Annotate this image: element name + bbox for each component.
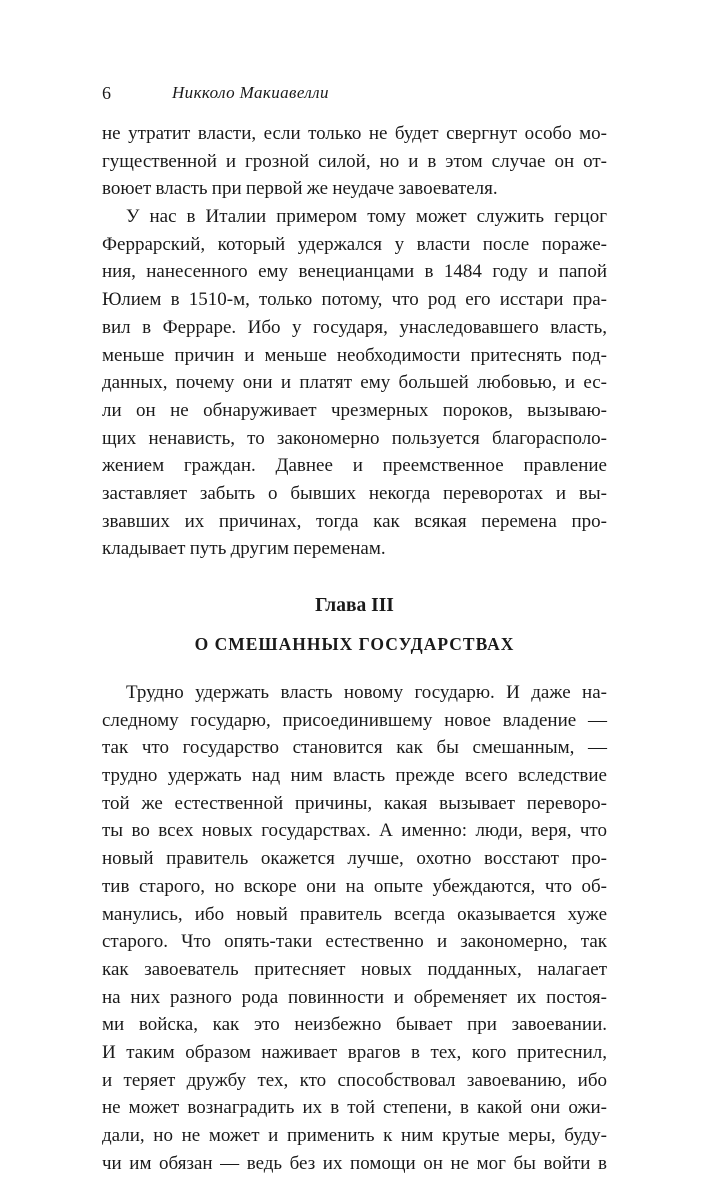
text-line: той же естественной причины, какая вызывает переворо- — [102, 792, 607, 814]
text-line: щих ненависть, то закономерно пользуется благорасполо- — [102, 427, 607, 449]
text-line: жением граждан. Давнее и преемственное правление — [102, 455, 607, 477]
chapter-label: Глава III — [315, 595, 394, 616]
text-line: меньше причин и меньше необходимости притеснять под- — [102, 344, 607, 366]
text-line: гущественной и грозной силой, но и в этом случае он от- — [102, 150, 607, 172]
text-line: новый правитель окажется лучше, охотно восстают про- — [102, 848, 607, 870]
text-line: вил в Ферраре. Ибо у государя, унаследовавшего власть, — [102, 316, 607, 338]
text-line: трудно удержать над ним власть прежде всего вследствие — [102, 765, 607, 787]
text-line: заставляет забыть о бывших некогда переворотах и вы- — [102, 482, 607, 504]
paragraph-ferrara — [102, 203, 607, 563]
page-number: 6 — [102, 83, 111, 103]
text-line: старого. Что опять-таки естественно и закономерно, так — [102, 931, 607, 953]
text-line: ты во всех новых государствах. А именно: люди, веря, что — [102, 820, 607, 842]
text-line: Трудно удержать власть новому государю. И даже на- — [126, 682, 607, 703]
paragraph-continuation — [102, 120, 607, 203]
text-line: не утратит власти, если только не будет свергнут особо мо- — [102, 123, 607, 144]
text-line: чи им обязан — ведь без их помощи он не мог бы войти в — [102, 1152, 607, 1174]
running-head — [102, 78, 607, 108]
text-line: Юлием в 1510-м, только потому, что род его исстари пра- — [102, 289, 607, 311]
running-title: Никколо Макиавелли — [172, 83, 329, 102]
text-line: ния, нанесенного ему венецианцами в 1484 году и папой — [102, 261, 607, 283]
text-line: и теряет дружбу тех, кто способствовал завоеванию, ибо — [102, 1069, 607, 1091]
text-line: манулись, ибо новый правитель всегда оказывается хуже — [102, 903, 607, 925]
text-line: так что государство становится как бы смешанным, — — [102, 737, 607, 759]
text-line: на них разного рода повинности и обременяет их постоя- — [102, 986, 607, 1008]
text-line: следному государю, присоединившему новое владение — — [102, 709, 607, 731]
paragraph-chapter-opening — [102, 679, 607, 1177]
text-line: как завоеватель притесняет новых подданных, налагает — [102, 958, 607, 980]
text-line: тив старого, но вскоре они на опыте убеждаются, что об- — [102, 875, 607, 897]
text-line: не может вознаградить их в той степени, в какой они ожи- — [102, 1097, 607, 1119]
text-line: У нас в Италии примером тому может служить герцог — [126, 206, 607, 228]
text-line: воюет власть при первой же неудаче завоевателя. — [102, 178, 498, 200]
text-line: кладывает путь другим переменам. — [102, 538, 386, 560]
text-line: И таким образом наживает врагов в тех, кого притеснил, — [102, 1041, 607, 1063]
text-line: дали, но не может и применить к ним крутые меры, буду- — [102, 1125, 607, 1146]
text-line: звавших их причинах, тогда как всякая перемена про- — [102, 510, 607, 532]
book-page — [102, 78, 607, 1177]
text-line: ми войска, как это неизбежно бывает при завоевании. — [102, 1014, 607, 1036]
chapter-title: О СМЕШАННЫХ ГОСУДАРСТВАХ — [194, 634, 515, 654]
text-line: Феррарский, который удержался у власти после пораже- — [102, 233, 607, 255]
text-line: данных, почему они и платят ему большей любовью, и ес- — [102, 372, 607, 394]
text-line: ли он не обнаруживает чрезмерных пороков, вызываю- — [102, 399, 607, 421]
